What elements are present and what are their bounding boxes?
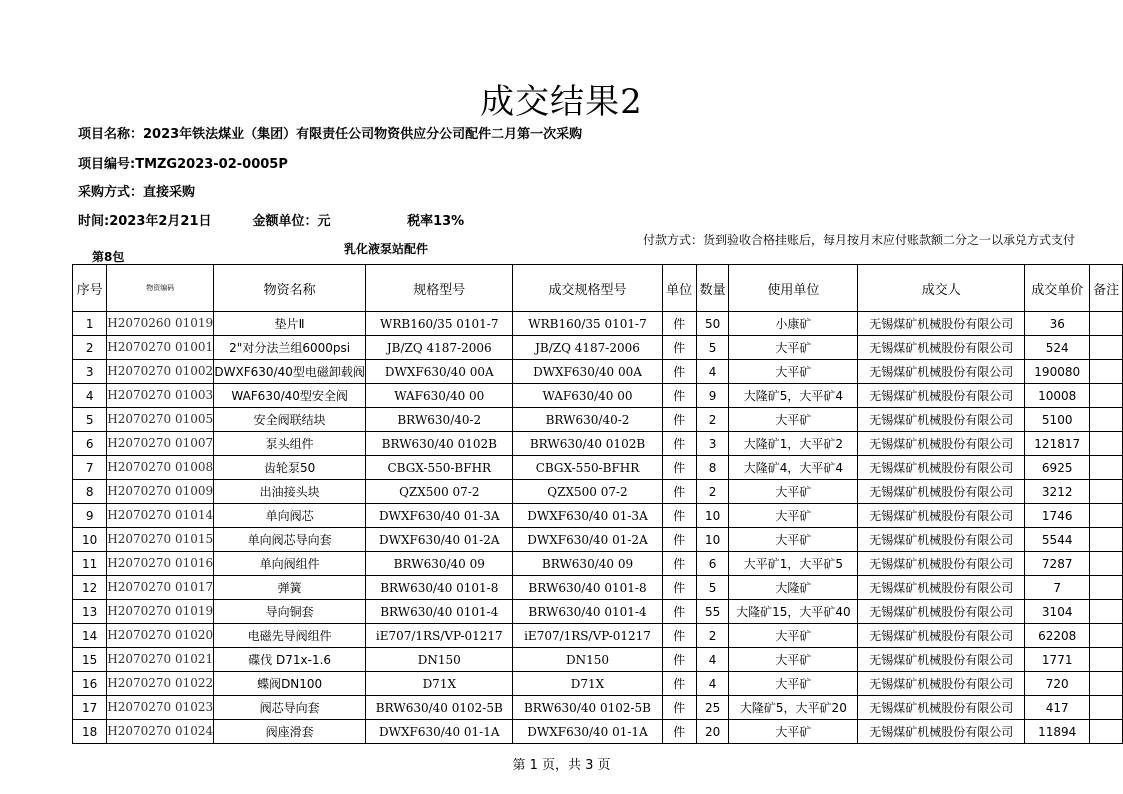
cell-code: H2070270 01020 (107, 624, 214, 648)
cell-code: H2070270 01008 (107, 456, 214, 480)
cell-price: 62208 (1025, 624, 1090, 648)
header-unit: 单位 (662, 265, 696, 312)
cell-seq: 13 (73, 600, 107, 624)
cell-qty: 10 (696, 504, 729, 528)
cell-unit: 件 (662, 456, 696, 480)
cell-dealer: 无锡煤矿机械股份有限公司 (858, 696, 1025, 720)
cell-spec: BRW630/40 09 (366, 552, 513, 576)
cell-qty: 20 (696, 720, 729, 744)
cell-name: 单向阀芯导向套 (214, 528, 366, 552)
cell-spec: BRW630/40 0101-8 (366, 576, 513, 600)
cell-seq: 10 (73, 528, 107, 552)
cell-remark (1090, 432, 1123, 456)
cell-name: 垫片Ⅱ (214, 312, 366, 336)
cell-qty: 55 (696, 600, 729, 624)
page-title: 成交结果2 (480, 82, 643, 122)
cell-deal-spec: DN150 (513, 648, 662, 672)
cell-dealer: 无锡煤矿机械股份有限公司 (858, 384, 1025, 408)
cell-deal-spec: WRB160/35 0101-7 (513, 312, 662, 336)
table-row (73, 528, 1123, 552)
cell-unit: 件 (662, 480, 696, 504)
cell-name: 蝶阀DN100 (214, 672, 366, 696)
header-qty: 数量 (696, 265, 729, 312)
cell-dealer: 无锡煤矿机械股份有限公司 (858, 624, 1025, 648)
table-row (73, 672, 1123, 696)
cell-user: 大隆矿4，大平矿4 (729, 456, 858, 480)
cell-seq: 5 (73, 408, 107, 432)
cell-qty: 50 (696, 312, 729, 336)
cell-seq: 1 (73, 312, 107, 336)
cell-remark (1090, 648, 1123, 672)
cell-remark (1090, 672, 1123, 696)
cell-dealer: 无锡煤矿机械股份有限公司 (858, 528, 1025, 552)
cell-code: H2070270 01003 (107, 384, 214, 408)
cell-unit: 件 (662, 408, 696, 432)
cell-unit: 件 (662, 696, 696, 720)
cell-qty: 4 (696, 648, 729, 672)
results-table (72, 264, 1123, 744)
cell-deal-spec: DWXF630/40 01-2A (513, 528, 662, 552)
table-row (73, 504, 1123, 528)
cell-seq: 16 (73, 672, 107, 696)
table-row (73, 384, 1123, 408)
cell-dealer: 无锡煤矿机械股份有限公司 (858, 552, 1025, 576)
cell-user: 大隆矿5，大平矿20 (729, 696, 858, 720)
cell-code: H2070270 01001 (107, 336, 214, 360)
cell-deal-spec: WAF630/40 00 (513, 384, 662, 408)
cell-dealer: 无锡煤矿机械股份有限公司 (858, 312, 1025, 336)
cell-price: 5100 (1025, 408, 1090, 432)
package-label: 第8包 (92, 250, 125, 264)
cell-dealer: 无锡煤矿机械股份有限公司 (858, 480, 1025, 504)
header-price: 成交单价 (1025, 265, 1090, 312)
cell-remark (1090, 384, 1123, 408)
cell-dealer: 无锡煤矿机械股份有限公司 (858, 576, 1025, 600)
cell-code: H2070270 01017 (107, 576, 214, 600)
cell-dealer: 无锡煤矿机械股份有限公司 (858, 360, 1025, 384)
cell-seq: 7 (73, 456, 107, 480)
cell-deal-spec: BRW630/40 09 (513, 552, 662, 576)
cell-name: 阀芯导向套 (214, 696, 366, 720)
cell-user: 大隆矿 (729, 576, 858, 600)
cell-spec: DWXF630/40 01-1A (366, 720, 513, 744)
table-row (73, 336, 1123, 360)
cell-dealer: 无锡煤矿机械股份有限公司 (858, 408, 1025, 432)
cell-seq: 9 (73, 504, 107, 528)
cell-deal-spec: DWXF630/40 01-3A (513, 504, 662, 528)
cell-spec: D71X (366, 672, 513, 696)
cell-qty: 6 (696, 552, 729, 576)
cell-name: 泵头组件 (214, 432, 366, 456)
table-row (73, 576, 1123, 600)
cell-seq: 8 (73, 480, 107, 504)
cell-price: 720 (1025, 672, 1090, 696)
table-row (73, 600, 1123, 624)
cell-remark (1090, 360, 1123, 384)
cell-price: 5544 (1025, 528, 1090, 552)
cell-unit: 件 (662, 624, 696, 648)
cell-price: 10008 (1025, 384, 1090, 408)
cell-remark (1090, 552, 1123, 576)
cell-spec: DWXF630/40 01-3A (366, 504, 513, 528)
cell-spec: iE707/1RS/VP-01217 (366, 624, 513, 648)
cell-remark (1090, 624, 1123, 648)
cell-dealer: 无锡煤矿机械股份有限公司 (858, 600, 1025, 624)
cell-name: 出油接头块 (214, 480, 366, 504)
cell-spec: BRW630/40-2 (366, 408, 513, 432)
cell-code: H2070270 01002 (107, 360, 214, 384)
cell-deal-spec: DWXF630/40 01-1A (513, 720, 662, 744)
cell-unit: 件 (662, 648, 696, 672)
cell-spec: BRW630/40 0101-4 (366, 600, 513, 624)
cell-name: 电磁先导阀组件 (214, 624, 366, 648)
date-currency-tax-line (78, 210, 464, 229)
cell-unit: 件 (662, 360, 696, 384)
table-row (73, 720, 1123, 744)
page-footer: 第 1 页，共 3 页 (512, 758, 611, 773)
table-row (73, 696, 1123, 720)
cell-user: 大平矿 (729, 360, 858, 384)
header-remark: 备注 (1090, 265, 1123, 312)
cell-code: H2070270 01009 (107, 480, 214, 504)
cell-spec: JB/ZQ 4187-2006 (366, 336, 513, 360)
cell-price: 36 (1025, 312, 1090, 336)
cell-remark (1090, 600, 1123, 624)
cell-spec: BRW630/40 0102B (366, 432, 513, 456)
cell-remark (1090, 576, 1123, 600)
cell-remark (1090, 720, 1123, 744)
cell-deal-spec: BRW630/40 0101-8 (513, 576, 662, 600)
cell-price: 1771 (1025, 648, 1090, 672)
cell-unit: 件 (662, 528, 696, 552)
cell-price: 6925 (1025, 456, 1090, 480)
cell-deal-spec: CBGX-550-BFHR (513, 456, 662, 480)
cell-name: 单向阀组件 (214, 552, 366, 576)
table-row (73, 360, 1123, 384)
cell-qty: 5 (696, 336, 729, 360)
header-deal-spec: 成交规格型号 (513, 265, 662, 312)
cell-spec: DWXF630/40 00A (366, 360, 513, 384)
cell-deal-spec: BRW630/40 0102-5B (513, 696, 662, 720)
cell-name: DWXF630/40型电磁卸载阀 (214, 360, 366, 384)
cell-user: 大平矿 (729, 480, 858, 504)
cell-user: 大平矿 (729, 528, 858, 552)
cell-remark (1090, 504, 1123, 528)
header-code: 物资编码 (107, 265, 214, 312)
cell-name: 安全阀联结块 (214, 408, 366, 432)
cell-name: 阀座滑套 (214, 720, 366, 744)
cell-qty: 2 (696, 624, 729, 648)
cell-name: 齿轮泵50 (214, 456, 366, 480)
cell-remark (1090, 696, 1123, 720)
project-name: 项目名称：2023年铁法煤业（集团）有限责任公司物资供应分公司配件二月第一次采购 (78, 127, 583, 142)
cell-spec: WRB160/35 0101-7 (366, 312, 513, 336)
cell-seq: 18 (73, 720, 107, 744)
cell-code: H2070270 01005 (107, 408, 214, 432)
header-seq: 序号 (73, 265, 107, 312)
header-spec: 规格型号 (366, 265, 513, 312)
table-row (73, 456, 1123, 480)
cell-name: 导向铜套 (214, 600, 366, 624)
cell-user: 大隆矿5，大平矿4 (729, 384, 858, 408)
table-row (73, 432, 1123, 456)
cell-spec: CBGX-550-BFHR (366, 456, 513, 480)
cell-unit: 件 (662, 672, 696, 696)
cell-user: 大平矿 (729, 720, 858, 744)
cell-spec: WAF630/40 00 (366, 384, 513, 408)
cell-code: H2070270 01007 (107, 432, 214, 456)
cell-name: 弹簧 (214, 576, 366, 600)
tax-rate-text: 税率13% (407, 214, 465, 229)
cell-deal-spec: DWXF630/40 00A (513, 360, 662, 384)
cell-remark (1090, 528, 1123, 552)
cell-qty: 4 (696, 360, 729, 384)
cell-price: 7287 (1025, 552, 1090, 576)
cell-seq: 17 (73, 696, 107, 720)
cell-unit: 件 (662, 600, 696, 624)
cell-remark (1090, 312, 1123, 336)
cell-unit: 件 (662, 312, 696, 336)
cell-qty: 25 (696, 696, 729, 720)
cell-qty: 9 (696, 384, 729, 408)
cell-deal-spec: BRW630/40 0102B (513, 432, 662, 456)
cell-deal-spec: QZX500 07-2 (513, 480, 662, 504)
cell-code: H2070270 01016 (107, 552, 214, 576)
cell-spec: BRW630/40 0102-5B (366, 696, 513, 720)
cell-user: 大隆矿15，大平矿40 (729, 600, 858, 624)
cell-spec: DWXF630/40 01-2A (366, 528, 513, 552)
cell-code: H2070270 01014 (107, 504, 214, 528)
cell-dealer: 无锡煤矿机械股份有限公司 (858, 456, 1025, 480)
cell-unit: 件 (662, 552, 696, 576)
table-row (73, 312, 1123, 336)
cell-name: 单向阀芯 (214, 504, 366, 528)
cell-seq: 3 (73, 360, 107, 384)
cell-code: H2070260 01019 (107, 312, 214, 336)
cell-name: 碟伐 D71x-1.6 (214, 648, 366, 672)
date-text: 时间:2023年2月21日 (78, 214, 212, 229)
header-name: 物资名称 (214, 265, 366, 312)
cell-remark (1090, 480, 1123, 504)
cell-user: 小康矿 (729, 312, 858, 336)
cell-unit: 件 (662, 384, 696, 408)
cell-name: 2"对分法兰组6000psi (214, 336, 366, 360)
cell-user: 大平矿 (729, 624, 858, 648)
cell-code: H2070270 01015 (107, 528, 214, 552)
payment-terms: 付款方式：货到验收合格挂账后，每月按月末应付账款额二分之一以承兑方式支付 (642, 233, 1075, 247)
cell-name: WAF630/40型安全阀 (214, 384, 366, 408)
cell-qty: 3 (696, 432, 729, 456)
cell-seq: 4 (73, 384, 107, 408)
cell-user: 大平矿 (729, 504, 858, 528)
table-header-row (73, 265, 1123, 312)
cell-seq: 12 (73, 576, 107, 600)
cell-seq: 6 (73, 432, 107, 456)
cell-code: H2070270 01023 (107, 696, 214, 720)
cell-code: H2070270 01022 (107, 672, 214, 696)
cell-seq: 14 (73, 624, 107, 648)
cell-deal-spec: iE707/1RS/VP-01217 (513, 624, 662, 648)
cell-dealer: 无锡煤矿机械股份有限公司 (858, 504, 1025, 528)
cell-remark (1090, 456, 1123, 480)
station-label: 乳化液泵站配件 (344, 242, 429, 256)
cell-price: 417 (1025, 696, 1090, 720)
cell-price: 524 (1025, 336, 1090, 360)
cell-deal-spec: BRW630/40-2 (513, 408, 662, 432)
header-user: 使用单位 (729, 265, 858, 312)
header-dealer: 成交人 (858, 265, 1025, 312)
cell-unit: 件 (662, 720, 696, 744)
cell-deal-spec: D71X (513, 672, 662, 696)
cell-unit: 件 (662, 432, 696, 456)
purchase-method: 采购方式：直接采购 (78, 185, 196, 200)
table-row (73, 552, 1123, 576)
cell-user: 大平矿1，大平矿5 (729, 552, 858, 576)
cell-dealer: 无锡煤矿机械股份有限公司 (858, 672, 1025, 696)
cell-code: H2070270 01019 (107, 600, 214, 624)
cell-qty: 10 (696, 528, 729, 552)
table-row (73, 408, 1123, 432)
cell-qty: 2 (696, 408, 729, 432)
cell-price: 3212 (1025, 480, 1090, 504)
cell-deal-spec: BRW630/40 0101-4 (513, 600, 662, 624)
cell-user: 大平矿 (729, 672, 858, 696)
cell-user: 大平矿 (729, 336, 858, 360)
cell-seq: 2 (73, 336, 107, 360)
cell-price: 11894 (1025, 720, 1090, 744)
cell-code: H2070270 01024 (107, 720, 214, 744)
cell-price: 7 (1025, 576, 1090, 600)
cell-price: 1746 (1025, 504, 1090, 528)
cell-remark (1090, 408, 1123, 432)
cell-dealer: 无锡煤矿机械股份有限公司 (858, 720, 1025, 744)
cell-deal-spec: JB/ZQ 4187-2006 (513, 336, 662, 360)
project-number: 项目编号:TMZG2023-02-0005P (78, 157, 288, 172)
cell-qty: 2 (696, 480, 729, 504)
cell-user: 大隆矿1，大平矿2 (729, 432, 858, 456)
cell-seq: 15 (73, 648, 107, 672)
cell-unit: 件 (662, 576, 696, 600)
cell-dealer: 无锡煤矿机械股份有限公司 (858, 432, 1025, 456)
cell-price: 121817 (1025, 432, 1090, 456)
cell-spec: QZX500 07-2 (366, 480, 513, 504)
cell-unit: 件 (662, 504, 696, 528)
table-row (73, 624, 1123, 648)
table-row (73, 648, 1123, 672)
table-row (73, 480, 1123, 504)
cell-qty: 4 (696, 672, 729, 696)
cell-price: 190080 (1025, 360, 1090, 384)
cell-qty: 8 (696, 456, 729, 480)
cell-qty: 5 (696, 576, 729, 600)
cell-price: 3104 (1025, 600, 1090, 624)
cell-user: 大平矿 (729, 648, 858, 672)
cell-user: 大平矿 (729, 408, 858, 432)
cell-seq: 11 (73, 552, 107, 576)
currency-unit-text: 金额单位：元 (252, 214, 331, 229)
cell-remark (1090, 336, 1123, 360)
cell-dealer: 无锡煤矿机械股份有限公司 (858, 648, 1025, 672)
cell-unit: 件 (662, 336, 696, 360)
cell-code: H2070270 01021 (107, 648, 214, 672)
cell-spec: DN150 (366, 648, 513, 672)
cell-dealer: 无锡煤矿机械股份有限公司 (858, 336, 1025, 360)
